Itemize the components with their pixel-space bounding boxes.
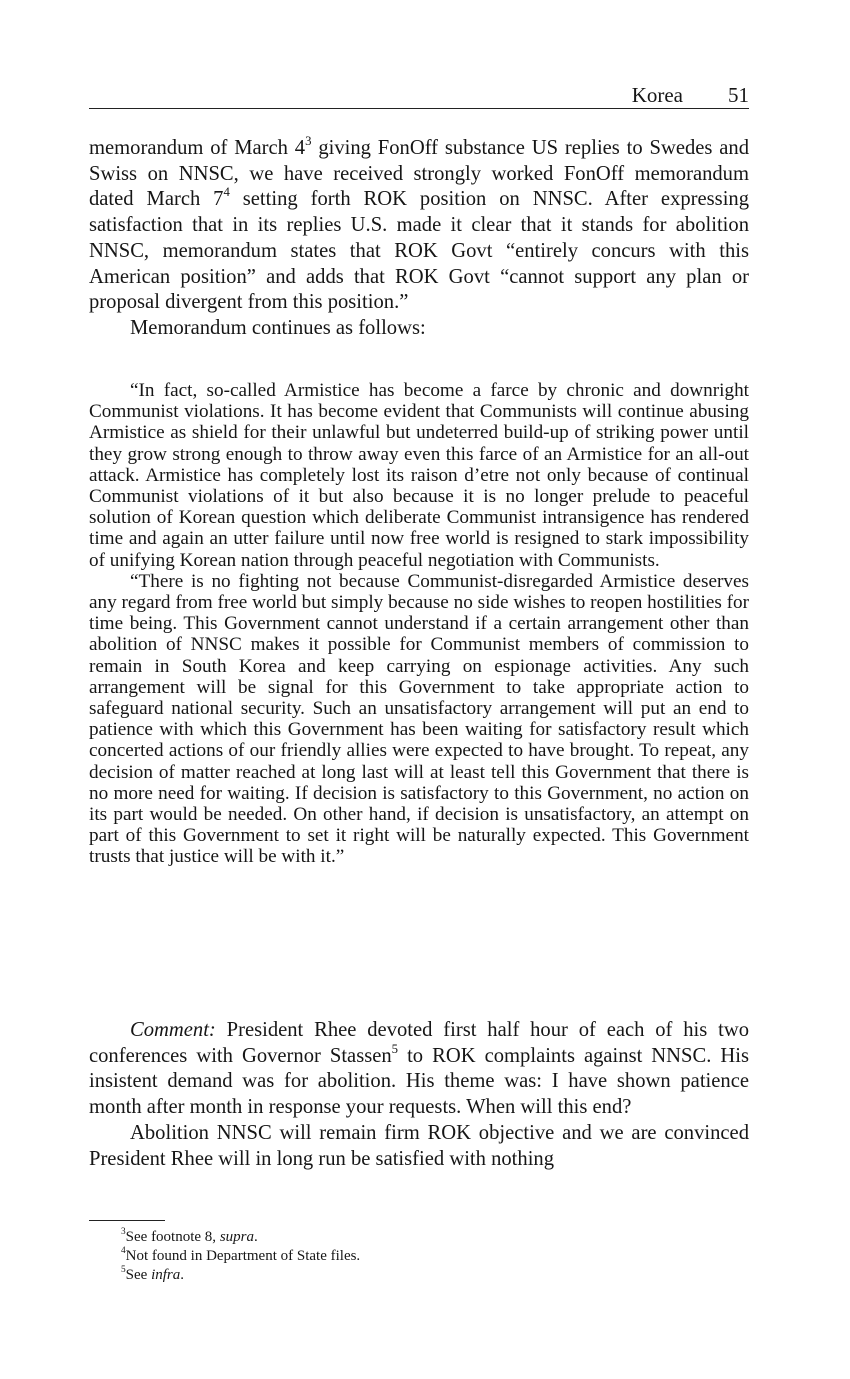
paragraph-intro: [89, 133, 750, 342]
footnote-ref-4: 4: [223, 185, 230, 200]
paragraph-comment-block: [89, 1018, 749, 1172]
page-number: 51: [728, 83, 749, 107]
footnotes: [121, 1228, 360, 1285]
paragraph-continues: Memorandum continues as follows:: [130, 316, 426, 339]
paragraph-abolition: Abolition NNSC will remain firm ROK objective and we are convinced President Rhee will in long run be satisfied with nothing: [89, 1121, 749, 1170]
para1-text-b: giving FonOff substance US replies to Swedes and Swiss on NNSC, we have received strongly worked FonOff memorandum dated March 7: [89, 137, 749, 211]
para1-text-c: setting forth ROK position on NNSC. After expressing satisfaction that in its replies U.S. made it clear that it stands for abolition NNSC, memorandum states that ROK Govt “entirely concurs with this American position” and adds that ROK Govt “cannot support any plan or proposal divergent from this position.”: [89, 188, 750, 314]
section-title: Korea: [631, 83, 683, 107]
footnote-3: $^3$See footnote 8, supra.: [121, 1227, 258, 1245]
paragraph-comment: [89, 1018, 749, 1121]
running-head: [89, 84, 749, 109]
quote-paragraph-1: “In fact, so-called Armistice has become a farce by chronic and downright Communist violations. It has become evident that Communists will continue abusing Armistice as shield for their unlawful but undeterred build-up of striking power until they grow strong enough to throw away even this farce of an Armistice for an all-out attack. Armistice has completely lost its raison d’etre not only because of continual Communist violations of it but also because it is no longer prelude to peaceful solution of Korean question which deliberate Communist intransigence has rendered time and again an utter failure until now free world is resigned to stark impossibility of unifying Korean nation through peaceful negotiation with Communists.: [89, 380, 749, 571]
block-quote: [89, 380, 749, 868]
comment-text-a: President Rhee devoted first half hour of each of his two conferences with Governor Stassen: [89, 1019, 749, 1067]
footnote-ref-3: 3: [305, 133, 312, 148]
comment-text-b: to ROK complaints against NNSC. His insistent demand was for abolition. His theme was: I have shown patience month after month in response your requests. When will this end?: [89, 1044, 750, 1119]
footnote-4: $^4$Not found in Department of State files.: [121, 1246, 361, 1264]
quote-paragraph-2: “There is no fighting not because Communist-disregarded Armistice deserves any regard from free world but simply because no side wishes to reopen hostilities for time being. This Government cannot understand if a certain arrangement other than abolition of NNSC makes it possible for Communist members of commission to remain in South Korea and keep carrying on espionage activities. Any such arrangement will be signal for this Government to take appropriate action to safeguard national security. Such an unsatisfactory arrangement will put an end to patience with which this Government has been waiting for satisfactory result which concerted actions of our friendly allies were expected to have brought. To repeat, any decision of matter reached at long last will at least tell this Government that there is no more need for waiting. If decision is satisfactory to this Government, no action on its part would be needed. On other hand, if decision is unsatisfactory, an attempt on part of this Government to set it right will be naturally expected. This Government trusts that justice will be with it.”: [89, 570, 749, 868]
footnote-ref-5: 5: [391, 1041, 399, 1056]
footnote-5: $^5$See infra.: [121, 1265, 185, 1283]
para1-text-a: memorandum of March 4: [89, 137, 306, 159]
footnote-divider: [89, 1220, 165, 1221]
comment-label: Comment:: [130, 1019, 216, 1041]
